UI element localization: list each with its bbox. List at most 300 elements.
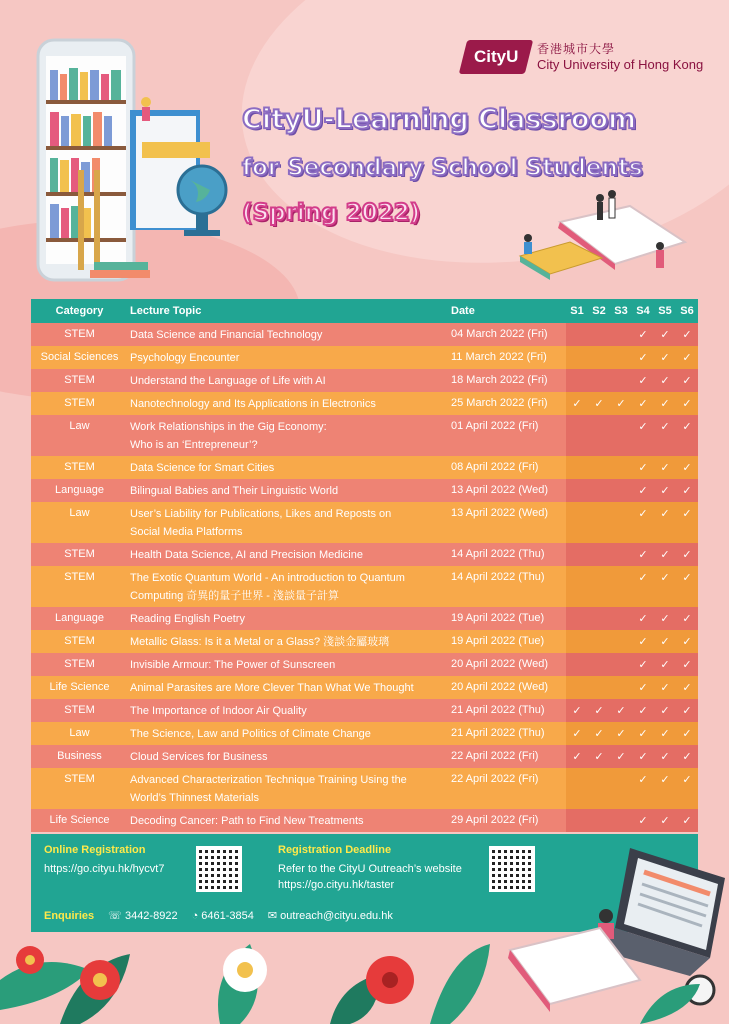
logo-english-name: City University of Hong Kong — [537, 57, 704, 72]
check-mark: ✓ — [638, 728, 648, 740]
row-category: Life Science — [31, 809, 128, 832]
row-level-s2 — [588, 323, 610, 346]
row-level-s1 — [566, 543, 588, 566]
check-mark: ✓ — [682, 613, 692, 625]
row-level-s6 — [676, 346, 698, 369]
whatsapp-icon: ◔ — [191, 909, 199, 922]
row-date: 21 April 2022 (Thu) — [451, 722, 566, 745]
check-mark: ✓ — [660, 462, 670, 474]
row-level-s4 — [632, 502, 654, 543]
online-registration-link[interactable]: https://go.cityu.hk/hycvt7 — [44, 863, 165, 875]
table-row — [31, 722, 698, 745]
row-level-s4 — [632, 392, 654, 415]
table-row — [31, 456, 698, 479]
row-topic-line: User’s Liability for Publications, Likes and Reposts on — [130, 508, 392, 520]
table-row — [31, 369, 698, 392]
row-level-s3 — [610, 566, 632, 607]
row-level-s3 — [610, 676, 632, 699]
row-level-s3 — [610, 607, 632, 630]
header-date: Date — [451, 299, 566, 323]
row-category: Life Science — [31, 676, 128, 699]
row-date: 18 March 2022 (Fri) — [451, 369, 566, 392]
row-topic-line: Cloud Services for Business — [130, 751, 268, 763]
row-level-s6 — [676, 722, 698, 745]
title-line-1: CityU-Learning Classroom — [242, 104, 637, 135]
check-mark: ✓ — [572, 728, 582, 740]
check-mark: ✓ — [660, 751, 670, 763]
registration-deadline-text: Refer to the CityU Outreach’s website — [278, 863, 462, 875]
row-category: STEM — [31, 630, 128, 653]
check-mark: ✓ — [682, 375, 692, 387]
row-level-s5 — [654, 456, 676, 479]
row-topic-line: Health Data Science, AI and Precision Medicine — [130, 549, 363, 561]
row-level-s6 — [676, 745, 698, 768]
row-topic — [128, 566, 451, 607]
check-mark: ✓ — [682, 815, 692, 827]
row-level-s5 — [654, 502, 676, 543]
row-level-s5 — [654, 566, 676, 607]
check-mark: ✓ — [616, 751, 626, 763]
row-topic — [128, 392, 451, 415]
title-line-3: (Spring 2022) — [242, 200, 421, 226]
row-date: 14 April 2022 (Thu) — [451, 543, 566, 566]
row-level-s6 — [676, 768, 698, 809]
row-level-s4 — [632, 607, 654, 630]
row-level-s5 — [654, 676, 676, 699]
row-level-s3 — [610, 745, 632, 768]
check-mark: ✓ — [660, 508, 670, 520]
check-mark: ✓ — [638, 572, 648, 584]
row-level-s2 — [588, 653, 610, 676]
row-level-s6 — [676, 676, 698, 699]
check-mark: ✓ — [638, 815, 648, 827]
check-mark: ✓ — [638, 705, 648, 717]
row-topic-line: The Importance of Indoor Air Quality — [130, 705, 307, 717]
table-row — [31, 809, 698, 832]
row-topic — [128, 479, 451, 502]
row-category: Law — [31, 415, 128, 456]
row-level-s3 — [610, 630, 632, 653]
row-level-s4 — [632, 676, 654, 699]
row-level-s1 — [566, 479, 588, 502]
check-mark: ✓ — [682, 774, 692, 786]
row-category: Language — [31, 607, 128, 630]
row-topic — [128, 653, 451, 676]
table-row — [31, 699, 698, 722]
row-category: STEM — [31, 543, 128, 566]
check-mark: ✓ — [638, 636, 648, 648]
row-level-s4 — [632, 346, 654, 369]
row-date: 08 April 2022 (Fri) — [451, 456, 566, 479]
check-mark: ✓ — [682, 636, 692, 648]
check-mark: ✓ — [682, 705, 692, 717]
taster-link[interactable]: https://go.cityu.hk/taster — [278, 879, 395, 891]
row-level-s1 — [566, 676, 588, 699]
row-level-s5 — [654, 369, 676, 392]
header-s4: S4 — [632, 299, 654, 323]
check-mark: ✓ — [682, 572, 692, 584]
check-mark: ✓ — [682, 682, 692, 694]
check-mark: ✓ — [638, 352, 648, 364]
row-category: STEM — [31, 653, 128, 676]
row-topic — [128, 676, 451, 699]
check-mark: ✓ — [682, 398, 692, 410]
row-level-s5 — [654, 809, 676, 832]
row-level-s1 — [566, 456, 588, 479]
qr-code-taster — [489, 846, 535, 892]
row-level-s3 — [610, 543, 632, 566]
row-level-s6 — [676, 415, 698, 456]
check-mark: ✓ — [660, 705, 670, 717]
row-level-s2 — [588, 502, 610, 543]
check-mark: ✓ — [594, 398, 604, 410]
row-level-s2 — [588, 346, 610, 369]
row-level-s4 — [632, 722, 654, 745]
table-row — [31, 653, 698, 676]
row-topic — [128, 543, 451, 566]
row-topic — [128, 809, 451, 832]
check-mark: ✓ — [638, 659, 648, 671]
row-topic-line: Who is an ‘Entrepreneur’? — [130, 439, 258, 451]
row-level-s5 — [654, 415, 676, 456]
row-topic-line: Invisible Armour: The Power of Sunscreen — [130, 659, 336, 671]
email-address[interactable]: outreach@cityu.edu.hk — [280, 910, 393, 922]
check-mark: ✓ — [638, 421, 648, 433]
row-level-s3 — [610, 502, 632, 543]
header-s2: S2 — [588, 299, 610, 323]
header-s3: S3 — [610, 299, 632, 323]
row-level-s6 — [676, 323, 698, 346]
row-level-s4 — [632, 768, 654, 809]
row-level-s2 — [588, 745, 610, 768]
table-row — [31, 745, 698, 768]
check-mark: ✓ — [660, 728, 670, 740]
check-mark: ✓ — [682, 462, 692, 474]
check-mark: ✓ — [594, 728, 604, 740]
row-topic-line: Advanced Characterization Technique Training Using the — [130, 774, 407, 786]
row-topic-line: The Exotic Quantum World - An introduction to Quantum — [130, 572, 405, 584]
row-level-s2 — [588, 699, 610, 722]
row-level-s6 — [676, 456, 698, 479]
row-topic-line: Data Science for Smart Cities — [130, 462, 275, 474]
row-date: 22 April 2022 (Fri) — [451, 745, 566, 768]
check-mark: ✓ — [660, 375, 670, 387]
row-level-s6 — [676, 502, 698, 543]
row-topic — [128, 768, 451, 809]
row-level-s4 — [632, 415, 654, 456]
row-level-s3 — [610, 456, 632, 479]
row-level-s6 — [676, 699, 698, 722]
check-mark: ✓ — [660, 329, 670, 341]
check-mark: ✓ — [594, 751, 604, 763]
row-level-s4 — [632, 745, 654, 768]
row-date: 04 March 2022 (Fri) — [451, 323, 566, 346]
check-mark: ✓ — [638, 613, 648, 625]
check-mark: ✓ — [682, 728, 692, 740]
check-mark: ✓ — [616, 728, 626, 740]
whatsapp-number[interactable]: 6461-3854 — [201, 909, 254, 922]
check-mark: ✓ — [660, 659, 670, 671]
check-mark: ✓ — [638, 549, 648, 561]
table-row — [31, 415, 698, 456]
check-mark: ✓ — [616, 398, 626, 410]
check-mark: ✓ — [660, 572, 670, 584]
check-mark: ✓ — [660, 815, 670, 827]
row-date: 20 April 2022 (Wed) — [451, 676, 566, 699]
check-mark: ✓ — [682, 485, 692, 497]
table-row — [31, 630, 698, 653]
row-level-s2 — [588, 456, 610, 479]
row-level-s5 — [654, 323, 676, 346]
row-category: STEM — [31, 566, 128, 607]
row-topic — [128, 745, 451, 768]
row-level-s3 — [610, 768, 632, 809]
row-topic-line: Computing 奇異的量子世界 - 淺談量子計算 — [130, 590, 340, 602]
check-mark: ✓ — [616, 705, 626, 717]
check-mark: ✓ — [660, 636, 670, 648]
check-mark: ✓ — [682, 421, 692, 433]
row-level-s3 — [610, 369, 632, 392]
check-mark: ✓ — [638, 751, 648, 763]
row-date: 13 April 2022 (Wed) — [451, 502, 566, 543]
check-mark: ✓ — [572, 398, 582, 410]
online-registration-label: Online Registration — [44, 844, 146, 856]
table-row — [31, 346, 698, 369]
phone-number[interactable]: 3442-8922 — [124, 910, 178, 922]
table-row — [31, 543, 698, 566]
table-row — [31, 479, 698, 502]
row-level-s4 — [632, 456, 654, 479]
row-level-s1 — [566, 415, 588, 456]
row-level-s6 — [676, 392, 698, 415]
row-level-s2 — [588, 566, 610, 607]
row-level-s6 — [676, 630, 698, 653]
table-row — [31, 607, 698, 630]
row-level-s4 — [632, 323, 654, 346]
row-topic — [128, 502, 451, 543]
email-icon: ✉ — [267, 910, 278, 922]
check-mark: ✓ — [638, 398, 648, 410]
row-level-s2 — [588, 415, 610, 456]
row-level-s6 — [676, 607, 698, 630]
row-level-s4 — [632, 566, 654, 607]
row-level-s4 — [632, 369, 654, 392]
row-level-s5 — [654, 722, 676, 745]
row-level-s1 — [566, 346, 588, 369]
row-level-s2 — [588, 809, 610, 832]
row-level-s3 — [610, 392, 632, 415]
row-topic — [128, 699, 451, 722]
row-level-s4 — [632, 653, 654, 676]
row-level-s1 — [566, 809, 588, 832]
lecture-schedule-table — [31, 299, 698, 832]
table-header-row — [31, 299, 698, 323]
row-level-s1 — [566, 699, 588, 722]
row-level-s3 — [610, 809, 632, 832]
row-level-s1 — [566, 323, 588, 346]
row-level-s2 — [588, 768, 610, 809]
row-topic-line: Reading English Poetry — [130, 613, 245, 625]
header-s1: S1 — [566, 299, 588, 323]
row-date: 22 April 2022 (Fri) — [451, 768, 566, 809]
row-level-s3 — [610, 653, 632, 676]
row-level-s2 — [588, 630, 610, 653]
row-level-s6 — [676, 566, 698, 607]
row-level-s2 — [588, 479, 610, 502]
table-row — [31, 566, 698, 607]
row-level-s4 — [632, 479, 654, 502]
row-topic — [128, 456, 451, 479]
row-topic — [128, 722, 451, 745]
row-level-s6 — [676, 369, 698, 392]
row-level-s4 — [632, 699, 654, 722]
row-date: 14 April 2022 (Thu) — [451, 566, 566, 607]
row-date: 25 March 2022 (Fri) — [451, 392, 566, 415]
row-topic — [128, 323, 451, 346]
row-level-s3 — [610, 323, 632, 346]
row-level-s4 — [632, 543, 654, 566]
check-mark: ✓ — [660, 682, 670, 694]
row-level-s1 — [566, 653, 588, 676]
row-level-s6 — [676, 543, 698, 566]
row-level-s1 — [566, 607, 588, 630]
bookshelf-phone-illustration — [30, 30, 240, 290]
table-row — [31, 392, 698, 415]
header-category: Category — [31, 299, 128, 323]
check-mark: ✓ — [660, 485, 670, 497]
check-mark: ✓ — [660, 398, 670, 410]
row-level-s2 — [588, 607, 610, 630]
row-date: 01 April 2022 (Fri) — [451, 415, 566, 456]
logo-chinese-name: 香港城市大學 — [537, 42, 616, 56]
row-level-s1 — [566, 566, 588, 607]
row-level-s2 — [588, 543, 610, 566]
row-date: 29 April 2022 (Fri) — [451, 809, 566, 832]
row-category: STEM — [31, 456, 128, 479]
row-level-s2 — [588, 392, 610, 415]
row-topic-line: Nanotechnology and Its Applications in Electronics — [130, 398, 376, 410]
row-topic-line: Bilingual Babies and Their Linguistic World — [130, 485, 339, 497]
row-topic-line: Work Relationships in the Gig Economy: — [130, 421, 327, 433]
row-level-s5 — [654, 653, 676, 676]
row-category: STEM — [31, 392, 128, 415]
row-topic — [128, 346, 451, 369]
row-date: 19 April 2022 (Tue) — [451, 607, 566, 630]
row-topic-line: Understand the Language of Life with AI — [130, 375, 326, 387]
enquiries-label: Enquiries — [44, 909, 95, 922]
row-category: Language — [31, 479, 128, 502]
row-level-s1 — [566, 369, 588, 392]
row-topic-line: Social Media Platforms — [130, 526, 243, 538]
logo-mark: CityU — [459, 40, 533, 74]
row-level-s1 — [566, 630, 588, 653]
check-mark: ✓ — [682, 352, 692, 364]
row-topic — [128, 369, 451, 392]
table-row — [31, 502, 698, 543]
row-level-s2 — [588, 676, 610, 699]
row-level-s5 — [654, 543, 676, 566]
row-level-s1 — [566, 768, 588, 809]
row-topic — [128, 630, 451, 653]
row-level-s5 — [654, 607, 676, 630]
row-level-s5 — [654, 346, 676, 369]
flowers-illustration — [0, 920, 729, 1024]
row-level-s1 — [566, 392, 588, 415]
row-level-s2 — [588, 722, 610, 745]
row-category: Business — [31, 745, 128, 768]
check-mark: ✓ — [682, 549, 692, 561]
check-mark: ✓ — [638, 485, 648, 497]
row-level-s6 — [676, 653, 698, 676]
row-level-s6 — [676, 479, 698, 502]
cityu-logo — [463, 40, 703, 74]
row-category: STEM — [31, 768, 128, 809]
row-date: 21 April 2022 (Thu) — [451, 699, 566, 722]
row-date: 19 April 2022 (Tue) — [451, 630, 566, 653]
row-topic-line: Animal Parasites are More Clever Than What We Thought — [130, 682, 414, 694]
check-mark: ✓ — [682, 329, 692, 341]
check-mark: ✓ — [660, 549, 670, 561]
row-level-s1 — [566, 502, 588, 543]
table-row — [31, 323, 698, 346]
header-s6: S6 — [676, 299, 698, 323]
row-level-s4 — [632, 630, 654, 653]
row-level-s1 — [566, 745, 588, 768]
open-book-illustration — [510, 186, 700, 286]
title-line-2: for Secondary School Students — [242, 155, 643, 181]
row-level-s5 — [654, 768, 676, 809]
row-level-s3 — [610, 699, 632, 722]
row-category: Law — [31, 722, 128, 745]
row-date: 13 April 2022 (Wed) — [451, 479, 566, 502]
row-date: 20 April 2022 (Wed) — [451, 653, 566, 676]
row-date: 11 March 2022 (Fri) — [451, 346, 566, 369]
row-level-s5 — [654, 392, 676, 415]
check-mark: ✓ — [638, 508, 648, 520]
qr-code-online-registration — [196, 846, 242, 892]
check-mark: ✓ — [660, 352, 670, 364]
row-level-s3 — [610, 479, 632, 502]
registration-deadline-label: Registration Deadline — [278, 844, 392, 856]
row-category: STEM — [31, 369, 128, 392]
row-topic-line: Decoding Cancer: Path to Find New Treatments — [130, 815, 364, 827]
row-level-s5 — [654, 699, 676, 722]
row-level-s5 — [654, 630, 676, 653]
header-topic: Lecture Topic — [128, 299, 451, 323]
row-topic-line: World’s Thinnest Materials — [130, 792, 259, 804]
row-level-s3 — [610, 722, 632, 745]
check-mark: ✓ — [638, 329, 648, 341]
row-topic — [128, 607, 451, 630]
row-category: STEM — [31, 323, 128, 346]
row-level-s1 — [566, 722, 588, 745]
check-mark: ✓ — [572, 751, 582, 763]
row-level-s5 — [654, 745, 676, 768]
check-mark: ✓ — [638, 774, 648, 786]
row-level-s6 — [676, 809, 698, 832]
row-category: Social Sciences — [31, 346, 128, 369]
phone-icon: ☏ — [108, 910, 122, 922]
row-topic-line: Data Science and Financial Technology — [130, 329, 323, 341]
check-mark: ✓ — [682, 659, 692, 671]
row-category: Law — [31, 502, 128, 543]
row-level-s3 — [610, 415, 632, 456]
row-level-s3 — [610, 346, 632, 369]
row-category: STEM — [31, 699, 128, 722]
check-mark: ✓ — [638, 462, 648, 474]
row-level-s4 — [632, 809, 654, 832]
row-topic — [128, 415, 451, 456]
